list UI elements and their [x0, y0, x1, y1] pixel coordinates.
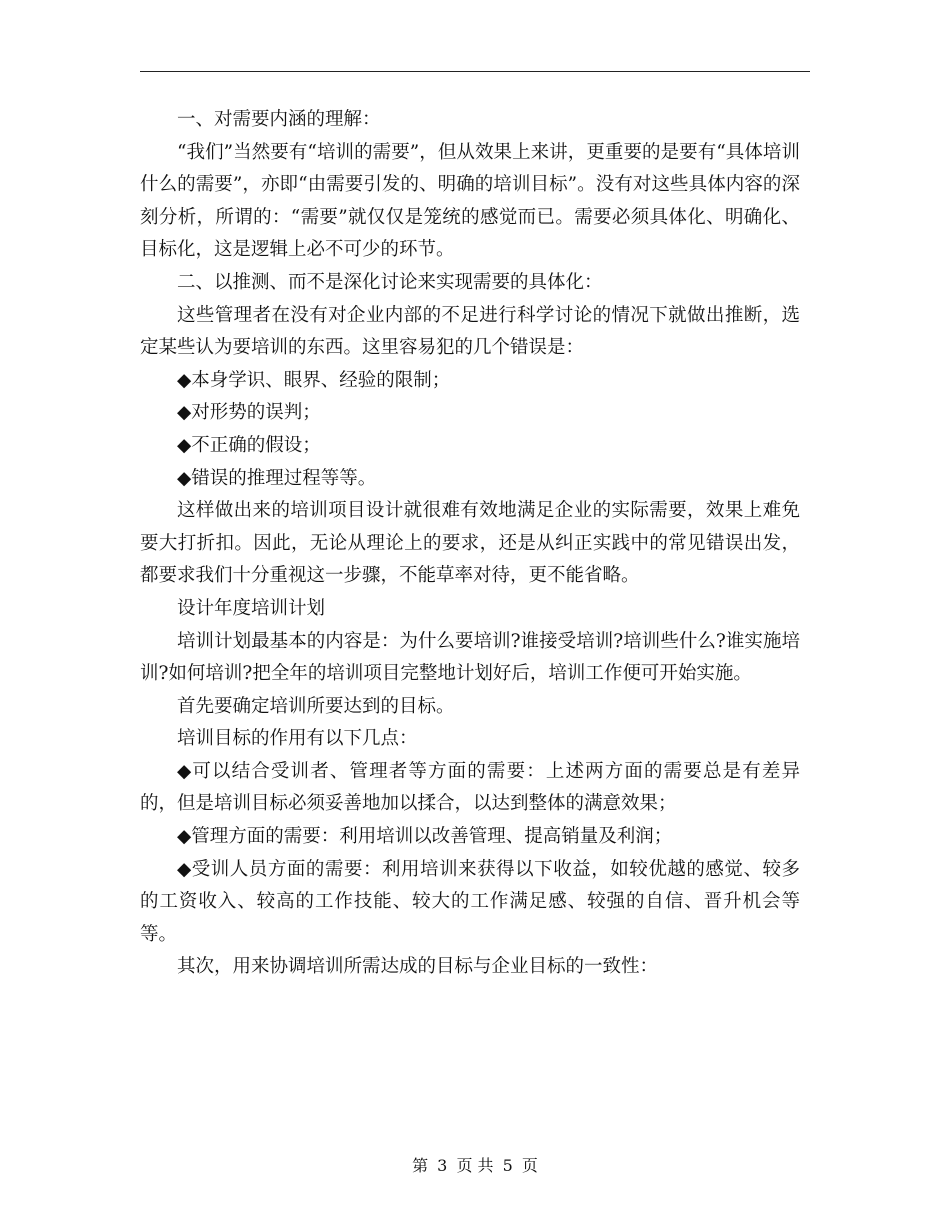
current-page-number: 3 — [437, 1156, 448, 1175]
paragraph: 其次，用来协调培训所需达成的目标与企业目标的一致性： — [177, 956, 659, 978]
paragraph: 培训计划最基本的内容是：为什么要培训?谁接受培训?培训些什么?谁实施培训?如何培训?把全年的培训项目完整地计划好后，培训工作便可开始实施。 — [140, 630, 800, 685]
document-body — [140, 104, 800, 984]
bullet-item: ◆管理方面的需要：利用培训以改善管理、提高销量及利润； — [177, 826, 673, 848]
paragraph: 这样做出来的培训项目设计就很难有效地满足企业的实际需要，效果上难免要大打折扣。因此，无论从理论上的要求，还是从纠正实践中的常见错误出发，都要求我们十分重视这一步骤，不能草率对待，更不能省略。 — [140, 500, 800, 587]
bullet-item: ◆错误的推理过程等等。 — [177, 467, 377, 489]
bullet-item: ◆可以结合受训者、管理者等方面的需要：上述两方面的需要总是有差异的，但是培训目标必须妥善地加以揉合，以达到整体的满意效果； — [140, 760, 800, 815]
bullet-item: ◆受训人员方面的需要：利用培训来获得以下收益，如较优越的感觉、较多的工资收入、较高的工作技能、较大的工作满足感、较强的自信、晋升机会等等。 — [140, 858, 800, 945]
paragraph: 培训目标的作用有以下几点： — [177, 728, 418, 750]
page-footer — [0, 1153, 950, 1176]
footer-middle: 页 共 — [456, 1156, 494, 1175]
section-heading-2: 二、以推测、而不是深化讨论来实现需要的具体化： — [177, 271, 603, 293]
header-rule — [140, 71, 810, 72]
total-page-count: 5 — [502, 1156, 513, 1175]
subsection-title: 设计年度培训计划 — [177, 597, 326, 619]
bullet-item: ◆对形势的误判； — [177, 402, 321, 424]
paragraph: “我们”当然要有“培训的需要”，但从效果上来讲，更重要的是要有“具体培训什么的需要”，亦即“由需要引发的、明确的培训目标”。没有对这些具体内容的深刻分析，所谓的：“需要”就仅仅是笼统的感觉而已。需要必须具体化、明确化、目标化，这是逻辑上必不可少的环节。 — [140, 141, 800, 261]
footer-prefix: 第 — [412, 1156, 429, 1175]
footer-suffix: 页 — [521, 1156, 538, 1175]
bullet-item: ◆本身学识、眼界、经验的限制； — [177, 369, 451, 391]
paragraph: 首先要确定培训所要达到的目标。 — [177, 695, 455, 717]
section-heading-1: 一、对需要内涵的理解： — [177, 109, 381, 130]
bullet-item: ◆不正确的假设； — [177, 434, 321, 456]
paragraph: 这些管理者在没有对企业内部的不足进行科学讨论的情况下就做出推断，选定某些认为要培训的东西。这里容易犯的几个错误是： — [140, 304, 800, 359]
